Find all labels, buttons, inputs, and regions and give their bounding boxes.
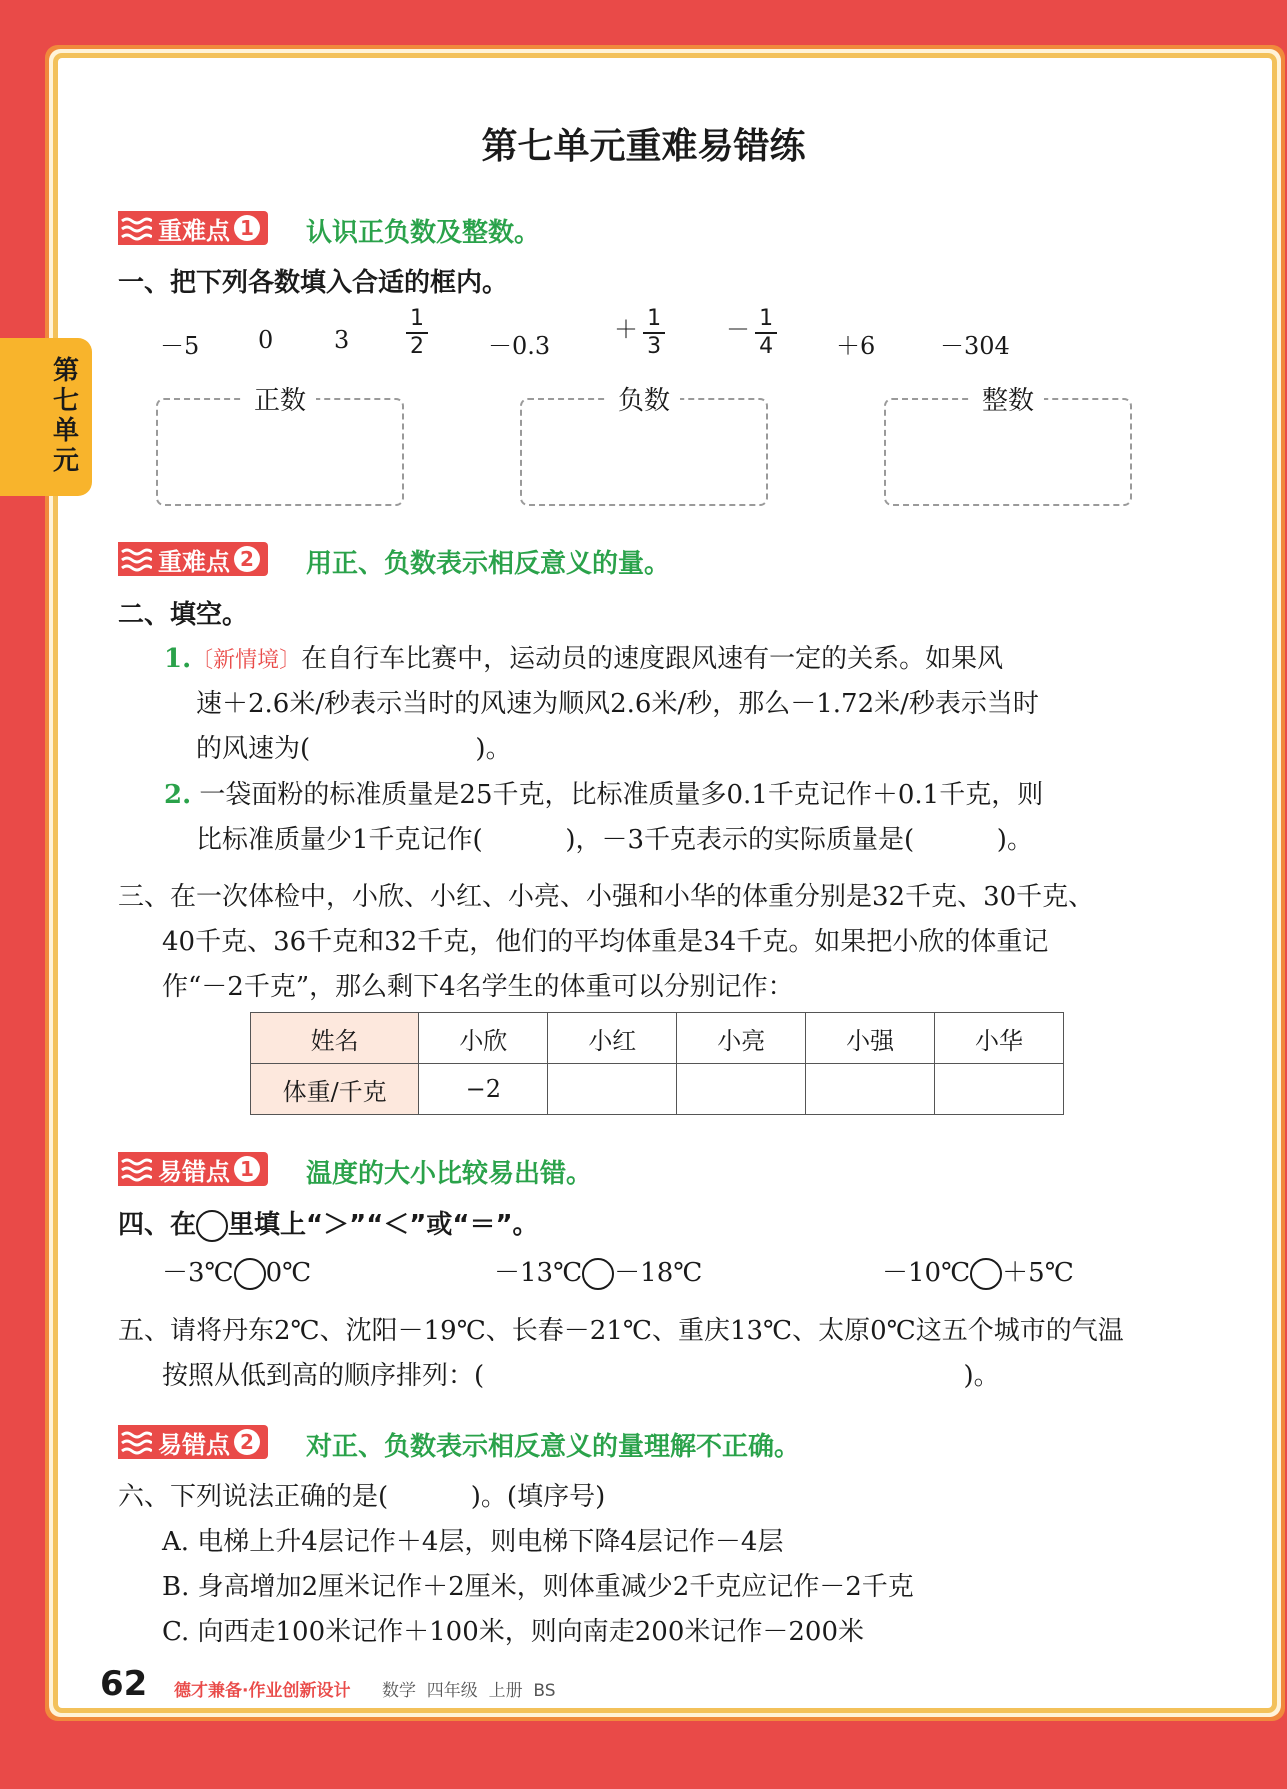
unit-side-tab-label: 第七单元 bbox=[52, 356, 79, 476]
question-3-line-1: 三、在一次体检中，小欣、小红、小亮、小强和小华的体重分别是32千克、30千克、 bbox=[118, 882, 1095, 912]
table-header-cell: 小亮 bbox=[677, 1013, 806, 1064]
wave-icon bbox=[118, 211, 152, 245]
comparison-right: ＋5℃ bbox=[1002, 1258, 1074, 1288]
number-item: 0 bbox=[258, 326, 274, 354]
section-badge-label: 重难点 bbox=[158, 547, 230, 576]
wave-icon bbox=[118, 1152, 152, 1186]
number-item: 3 bbox=[334, 326, 350, 354]
box-label: 负数 bbox=[608, 380, 680, 417]
answer-circle[interactable] bbox=[970, 1258, 1002, 1290]
question-2-item-2-line-2: 比标准质量少1千克记作( )，－3千克表示的实际质量是( )。 bbox=[196, 825, 1033, 855]
section-badge-key-1 bbox=[118, 211, 268, 245]
table-row bbox=[251, 1064, 1064, 1115]
box-label: 整数 bbox=[972, 380, 1044, 417]
section-description: 用正、负数表示相反意义的量。 bbox=[306, 549, 671, 579]
question-5-line-2: 按照从低到高的顺序排列：( )。 bbox=[162, 1361, 1000, 1391]
question-6-heading: 六、下列说法正确的是( )。(填序号) bbox=[118, 1482, 606, 1512]
comparison-1 bbox=[162, 1252, 311, 1290]
table-header-cell: 小欣 bbox=[419, 1013, 548, 1064]
item-number: 1. bbox=[164, 644, 192, 674]
fraction-sign: ＋ bbox=[614, 315, 638, 344]
section-description: 认识正负数及整数。 bbox=[306, 218, 541, 248]
question-5-line-1: 五、请将丹东2℃、沈阳－19℃、长春－21℃、重庆13℃、太原0℃这五个城市的气温 bbox=[118, 1316, 1124, 1346]
fraction-denominator: 2 bbox=[410, 334, 424, 359]
circle-icon bbox=[196, 1210, 228, 1242]
page-title: 第七单元重难易错练 bbox=[481, 126, 806, 167]
page-number: 62 bbox=[100, 1664, 148, 1704]
number-item: ＋6 bbox=[836, 332, 876, 360]
unit-side-tab bbox=[0, 338, 92, 496]
table-header-cell: 小红 bbox=[548, 1013, 677, 1064]
comparison-3 bbox=[882, 1252, 1074, 1290]
item-text: 一袋面粉的标准质量是25千克，比标准质量多0.1千克记作＋0.1千克，则 bbox=[199, 780, 1044, 810]
section-badge-error-2 bbox=[118, 1425, 268, 1459]
fraction-denominator: 3 bbox=[647, 334, 662, 359]
number-item: －0.3 bbox=[488, 332, 551, 360]
table-header-cell: 小华 bbox=[935, 1013, 1064, 1064]
weight-table bbox=[250, 1012, 1064, 1115]
table-header-cell: 姓名 bbox=[251, 1013, 419, 1064]
question-2-item-2-line-1 bbox=[164, 774, 1043, 811]
fraction-numerator: 1 bbox=[759, 306, 774, 331]
question-2-item-1-line-3: 的风速为( )。 bbox=[196, 734, 512, 764]
section-description: 对正、负数表示相反意义的量理解不正确。 bbox=[306, 1432, 801, 1462]
comparison-left: －3℃ bbox=[162, 1258, 234, 1288]
table-row bbox=[251, 1013, 1064, 1064]
fraction-item bbox=[726, 306, 777, 360]
table-answer-cell[interactable] bbox=[548, 1064, 677, 1115]
fraction-sign: － bbox=[726, 315, 750, 344]
question-2-item-1-line-2: 速＋2.6米/秒表示当时的风速为顺风2.6米/秒，那么－1.72米/秒表示当时 bbox=[196, 689, 1039, 719]
table-cell: −2 bbox=[419, 1064, 548, 1115]
fraction-numerator: 1 bbox=[647, 306, 662, 331]
comparison-left: －10℃ bbox=[882, 1258, 971, 1288]
question-2-heading: 二、填空。 bbox=[118, 600, 249, 630]
heading-text: 里填上“＞”“＜”或“＝”。 bbox=[228, 1210, 539, 1240]
section-badge-label: 重难点 bbox=[158, 216, 230, 245]
fraction-item bbox=[614, 306, 665, 360]
option-b: B. 身高增加2厘米记作＋2厘米，则体重减少2千克应记作－2千克 bbox=[162, 1572, 914, 1602]
section-badge-error-1 bbox=[118, 1152, 268, 1186]
option-a: A. 电梯上升4层记作＋4层，则电梯下降4层记作－4层 bbox=[162, 1527, 784, 1557]
section-badge-number: 1 bbox=[234, 215, 260, 241]
footer-info: 数学 四年级 上册 BS bbox=[382, 1681, 556, 1701]
table-answer-cell[interactable] bbox=[806, 1064, 935, 1115]
wave-icon bbox=[118, 1425, 152, 1459]
comparison-right: 0℃ bbox=[265, 1258, 312, 1288]
new-context-tag: 〔新情境〕 bbox=[191, 648, 302, 673]
comparison-left: －13℃ bbox=[494, 1258, 583, 1288]
question-4-heading bbox=[118, 1204, 539, 1242]
table-answer-cell[interactable] bbox=[935, 1064, 1064, 1115]
section-badge-number: 1 bbox=[234, 1156, 260, 1182]
question-3-line-3: 作“－2千克”，那么剩下4名学生的体重可以分别记作： bbox=[162, 972, 794, 1002]
question-3-line-2: 40千克、36千克和32千克，他们的平均体重是34千克。如果把小欣的体重记 bbox=[162, 927, 1049, 957]
box-label: 正数 bbox=[244, 380, 316, 417]
answer-circle[interactable] bbox=[582, 1258, 614, 1290]
section-badge-number: 2 bbox=[234, 546, 260, 572]
option-c: C. 向西走100米记作＋100米，则向南走200米记作－200米 bbox=[162, 1617, 865, 1647]
comparison-2 bbox=[494, 1252, 702, 1290]
table-header-cell: 小强 bbox=[806, 1013, 935, 1064]
footer-brand: 德才兼备·作业创新设计 bbox=[174, 1681, 351, 1701]
fraction-denominator: 4 bbox=[759, 334, 774, 359]
number-item: －5 bbox=[160, 332, 200, 360]
answer-circle[interactable] bbox=[234, 1258, 266, 1290]
number-item: －304 bbox=[940, 332, 1010, 360]
fraction-item bbox=[406, 306, 428, 360]
question-2-item-1-line-1 bbox=[164, 638, 1003, 675]
table-answer-cell[interactable] bbox=[677, 1064, 806, 1115]
fraction-numerator: 1 bbox=[410, 306, 424, 331]
section-badge-label: 易错点 bbox=[158, 1157, 230, 1186]
heading-text: 四、在 bbox=[118, 1210, 197, 1240]
section-description: 温度的大小比较易出错。 bbox=[306, 1159, 593, 1189]
section-badge-label: 易错点 bbox=[158, 1430, 230, 1459]
question-1-heading: 一、把下列各数填入合适的框内。 bbox=[118, 268, 509, 298]
section-badge-key-2 bbox=[118, 542, 268, 576]
section-badge-number: 2 bbox=[234, 1429, 260, 1455]
item-number: 2. bbox=[164, 780, 192, 810]
wave-icon bbox=[118, 542, 152, 576]
table-cell: 体重/千克 bbox=[251, 1064, 419, 1115]
comparison-right: －18℃ bbox=[614, 1258, 703, 1288]
item-text: 在自行车比赛中，运动员的速度跟风速有一定的关系。如果风 bbox=[301, 644, 1004, 674]
